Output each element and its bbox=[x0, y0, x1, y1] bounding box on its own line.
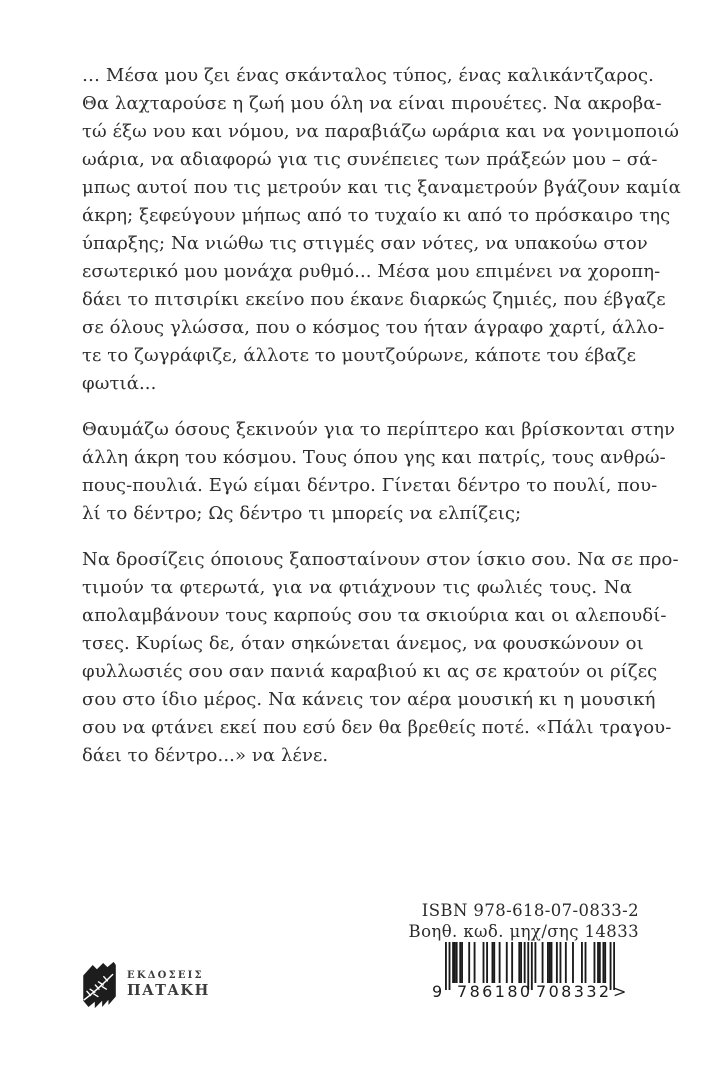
publisher-name-line2: ΠΑΤΑΚΗ bbox=[127, 982, 210, 1000]
isbn-aux-code: Βοηθ. κωδ. μηχ/σης 14833 bbox=[408, 921, 639, 941]
text-line: φυλλωσιές σου σαν πανιά καραβιού κι ας σε κρατούν οι ρίζες bbox=[82, 661, 658, 682]
text-line: Θαυμάζω όσους ξεκινούν για το περίπτερο και βρίσκονται στην bbox=[82, 419, 676, 440]
paragraph bbox=[82, 546, 679, 770]
isbn-block bbox=[409, 901, 639, 942]
text-line: τε το ζωγράφιζε, άλλοτε το μουτζούρωνε, κάποτε του έβαζε bbox=[82, 345, 637, 366]
text-line: ωάρια, να αδιαφορώ για τις συνέπειες των πράξεών μου – σά- bbox=[82, 149, 658, 170]
text-line: δάει το πιτσιρίκι εκείνο που έκανε διαρκώς ζημιές, που έβγαζε bbox=[82, 289, 666, 310]
text-line: τιμούν τα φτερωτά, για να φτιάχνουν τις φωλιές τους. Να bbox=[82, 577, 632, 598]
text-line: τσες. Κυρίως δε, όταν σηκώνεται άνεμος, να φουσκώνουν οι bbox=[82, 633, 644, 654]
barcode-digits-left: 786180 bbox=[457, 982, 533, 1001]
ean13-barcode bbox=[432, 942, 627, 1002]
barcode-suffix: > bbox=[613, 982, 627, 1001]
text-line: πους-πουλιά. Εγώ είμαι δέντρο. Γίνεται δέντρο το πουλί, που- bbox=[82, 475, 658, 496]
text-line: άκρη; ξεφεύγουν μήπως από το τυχαίο κι από το πρόσκαιρο της bbox=[82, 205, 671, 226]
publisher-logo bbox=[78, 960, 210, 1010]
patakis-book-olive-branch-icon bbox=[78, 960, 120, 1010]
barcode-digit-first: 9 bbox=[432, 982, 443, 1001]
text-line: σου να φτάνει εκεί που εσύ δεν θα βρεθείς ποτέ. «Πάλι τραγου- bbox=[82, 717, 672, 738]
paragraph bbox=[82, 416, 676, 528]
publisher-name-line1: ΕΚΔΟΣΕΙΣ bbox=[127, 970, 204, 982]
text-line: άλλη άκρη του κόσμου. Τους όπου γης και πατρίς, τους ανθρώ- bbox=[82, 447, 666, 468]
text-line: εσωτερικό μου μονάχα ρυθμό... Μέσα μου επιμένει να χοροπη- bbox=[82, 261, 661, 282]
text-line: λί το δέντρο; Ως δέντρο τι μπορείς να ελπίζεις; bbox=[82, 503, 522, 524]
text-line: Θα λαχταρούσε η ζωή μου όλη να είναι πιρουέτες. Να ακροβα- bbox=[82, 93, 662, 114]
paragraph bbox=[82, 62, 681, 398]
text-line: μπως αυτοί που τις μετρούν και τις ξαναμετρούν βγάζουν καμία bbox=[82, 177, 681, 198]
text-line: φωτιά... bbox=[82, 373, 157, 394]
text-line: Να δροσίζεις όποιους ξαποσταίνουν στον ίσκιο σου. Να σε προ- bbox=[82, 549, 679, 570]
text-line: τώ έξω νου και νόμου, να παραβιάζω ωράρια και να γονιμοποιώ bbox=[82, 121, 680, 142]
text-line: δάει το δέντρο...» να λένε. bbox=[82, 745, 329, 766]
isbn-number: ISBN 978-618-07-0833-2 bbox=[421, 901, 639, 920]
text-line: σου στο ίδιο μέρος. Να κάνεις τον αέρα μουσική κι η μουσική bbox=[82, 689, 656, 710]
text-line: ύπαρξης; Να νιώθω τις στιγμές σαν νότες, να υπακούω στον bbox=[82, 233, 648, 254]
text-line: απολαμβάνουν τους καρπούς σου τα σκιούρια και οι αλεπουδί- bbox=[82, 605, 667, 626]
publisher-name bbox=[127, 971, 210, 999]
text-line: … Μέσα μου ζει ένας σκάνταλος τύπος, ένας καλικάντζαρος. bbox=[82, 65, 654, 86]
blurb-text bbox=[82, 62, 681, 788]
barcode-digits-right: 708332 bbox=[536, 982, 612, 1001]
text-line: σε όλους γλώσσα, που ο κόσμος του ήταν άγραφο χαρτί, άλλο- bbox=[82, 317, 665, 338]
